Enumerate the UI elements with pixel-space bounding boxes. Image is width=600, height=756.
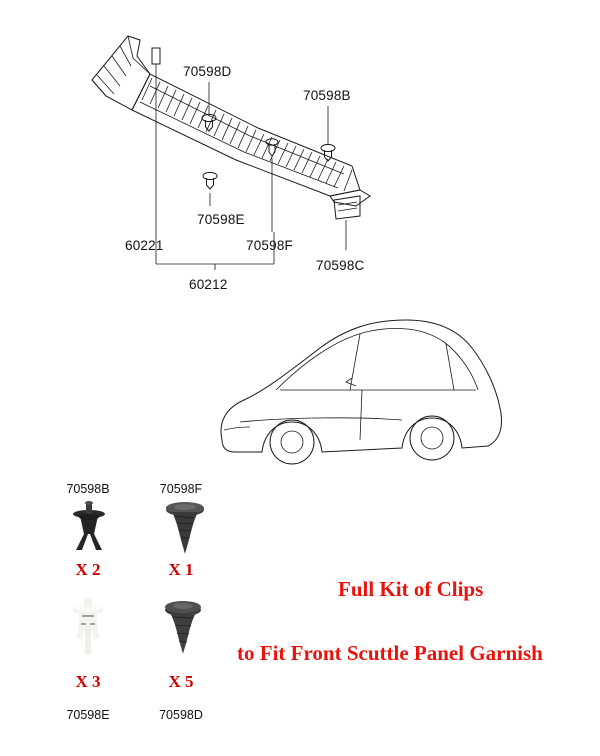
clip-image-70598E — [58, 596, 118, 662]
clip-image-70598D — [152, 596, 214, 662]
diagram-clip-d-head — [202, 114, 216, 131]
diagram-clip-c-body — [334, 196, 360, 219]
callout-60212: 60212 — [189, 277, 228, 292]
callout-70598F: 70598F — [246, 238, 293, 253]
scuttle-panel-diagram — [0, 0, 420, 300]
callout-70598E: 70598E — [197, 212, 245, 227]
diagram-clip-e-head — [203, 172, 217, 189]
car-illustration — [210, 290, 510, 490]
clip-image-70598F — [158, 498, 212, 560]
clip-name-70598F: 70598F — [159, 482, 203, 496]
clip-qty-70598E: X 3 — [75, 672, 101, 691]
callout-70598B: 70598B — [303, 88, 351, 103]
callout-70598D: 70598D — [183, 64, 232, 79]
clip-qty-70598B: X 2 — [75, 560, 101, 579]
clip-qty-70598D: X 5 — [168, 672, 194, 691]
clip-name-70598E: 70598E — [66, 708, 110, 722]
clip-name-70598B: 70598B — [66, 482, 110, 496]
callout-70598C: 70598C — [316, 258, 365, 273]
callout-60221: 60221 — [125, 238, 164, 253]
clip-image-70598B — [62, 500, 116, 558]
clip-name-70598D: 70598D — [159, 708, 203, 722]
clip-qty-70598F: X 1 — [168, 560, 194, 579]
promo-line-2: to Fit Front Scuttle Panel Garnish — [237, 641, 543, 665]
promo-line-1: Full Kit of Clips — [338, 577, 484, 601]
